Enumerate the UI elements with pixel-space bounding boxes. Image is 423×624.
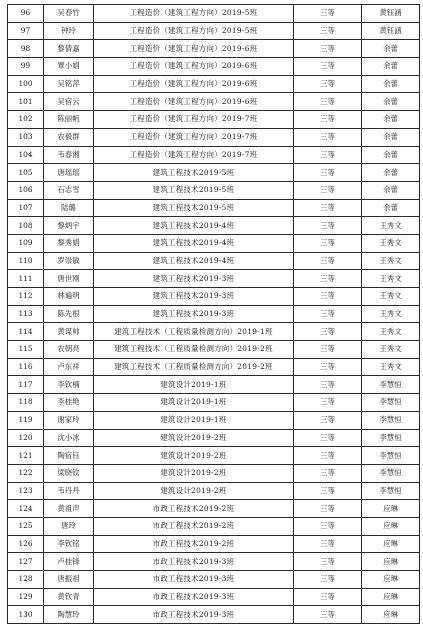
table-row <box>8 376 420 394</box>
row-number-cell: 125 <box>8 517 44 535</box>
table-row <box>8 199 420 217</box>
table-row <box>8 270 420 288</box>
row-number-cell: 123 <box>8 482 44 500</box>
row-number-cell: 105 <box>8 164 44 182</box>
tutor-name-cell: 王秀文 <box>362 305 420 323</box>
class-name-cell: 市政工程技术2019-3班 <box>94 588 294 606</box>
row-number-cell: 101 <box>8 93 44 111</box>
tutor-name-cell: 应琳 <box>362 553 420 571</box>
class-name-cell: 工程造价（建筑工程方向）2019-6班 <box>94 75 294 93</box>
student-name-cell: 陈丽帆 <box>44 111 94 129</box>
row-number-cell: 124 <box>8 500 44 518</box>
tutor-name-cell: 余蕾 <box>362 146 420 164</box>
tutor-name-cell: 李慧恒 <box>362 394 420 412</box>
tutor-name-cell: 余蕾 <box>362 75 420 93</box>
row-number-cell: 107 <box>8 199 44 217</box>
table-row <box>8 358 420 376</box>
row-number-cell: 109 <box>8 234 44 252</box>
tutor-name-cell: 李慧恒 <box>362 411 420 429</box>
class-name-cell: 建筑设计2019-1班 <box>94 411 294 429</box>
student-name-cell: 陶宿钰 <box>44 447 94 465</box>
table-row <box>8 288 420 306</box>
class-name-cell: 建筑设计2019-2班 <box>94 447 294 465</box>
table-row <box>8 571 420 589</box>
student-name-cell: 石志雪 <box>44 181 94 199</box>
table-row <box>8 5 420 23</box>
class-name-cell: 建筑工程技术2019-3班 <box>94 270 294 288</box>
class-name-cell: 建筑工程技术2019-4班 <box>94 234 294 252</box>
tutor-name-cell: 黄钰涵 <box>362 22 420 40</box>
class-name-cell: 建筑设计2019-1班 <box>94 394 294 412</box>
tutor-name-cell: 王秀文 <box>362 217 420 235</box>
award-level-cell: 三等 <box>294 394 362 412</box>
row-number-cell: 122 <box>8 464 44 482</box>
class-name-cell: 建筑设计2019-2班 <box>94 464 294 482</box>
student-name-cell: 黎秀娟 <box>44 234 94 252</box>
class-name-cell: 市政工程技术2019-3班 <box>94 553 294 571</box>
table-row <box>8 588 420 606</box>
tutor-name-cell: 李慧恒 <box>362 464 420 482</box>
award-level-cell: 三等 <box>294 58 362 76</box>
award-level-cell: 三等 <box>294 111 362 129</box>
table-row <box>8 164 420 182</box>
row-number-cell: 126 <box>8 535 44 553</box>
student-name-cell: 农朝亮 <box>44 341 94 359</box>
tutor-name-cell: 余蕾 <box>362 93 420 111</box>
student-name-cell: 罗崇敏 <box>44 252 94 270</box>
student-name-cell: 覃小娟 <box>44 58 94 76</box>
table-row <box>8 447 420 465</box>
table-row <box>8 305 420 323</box>
table-row <box>8 323 420 341</box>
table-row <box>8 93 420 111</box>
student-name-cell: 钟玲 <box>44 22 94 40</box>
table-row <box>8 111 420 129</box>
award-level-cell: 三等 <box>294 341 362 359</box>
tutor-name-cell: 王秀文 <box>362 288 420 306</box>
table-row <box>8 341 420 359</box>
table-row <box>8 217 420 235</box>
table-row <box>8 181 420 199</box>
class-name-cell: 建筑工程技术2019-5班 <box>94 164 294 182</box>
student-name-cell: 卢桂锋 <box>44 553 94 571</box>
tutor-name-cell: 余蕾 <box>362 181 420 199</box>
row-number-cell: 121 <box>8 447 44 465</box>
award-level-cell: 三等 <box>294 146 362 164</box>
student-name-cell: 梁晓钦 <box>44 464 94 482</box>
class-name-cell: 工程造价（建筑工程方向）2019-5班 <box>94 22 294 40</box>
student-name-cell: 陈先根 <box>44 305 94 323</box>
tutor-name-cell: 王秀文 <box>362 252 420 270</box>
student-name-cell: 陆璐 <box>44 199 94 217</box>
award-level-cell: 三等 <box>294 588 362 606</box>
student-name-cell: 韦春湘 <box>44 146 94 164</box>
table-row <box>8 429 420 447</box>
table-row <box>8 517 420 535</box>
row-number-cell: 102 <box>8 111 44 129</box>
tutor-name-cell: 余蕾 <box>362 128 420 146</box>
tutor-name-cell: 王秀文 <box>362 323 420 341</box>
row-number-cell: 103 <box>8 128 44 146</box>
award-level-cell: 三等 <box>294 40 362 58</box>
student-name-cell: 唐振祖 <box>44 571 94 589</box>
row-number-cell: 127 <box>8 553 44 571</box>
student-name-cell: 吴宿云 <box>44 93 94 111</box>
student-name-cell: 卢东祥 <box>44 358 94 376</box>
award-level-cell: 三等 <box>294 75 362 93</box>
row-number-cell: 113 <box>8 305 44 323</box>
award-level-cell: 三等 <box>294 270 362 288</box>
class-name-cell: 建筑工程技术2019-3班 <box>94 305 294 323</box>
tutor-name-cell: 王秀文 <box>362 270 420 288</box>
award-level-cell: 三等 <box>294 199 362 217</box>
tutor-name-cell: 余蕾 <box>362 111 420 129</box>
award-level-cell: 三等 <box>294 358 362 376</box>
class-name-cell: 建筑工程技术2019-5班 <box>94 181 294 199</box>
award-table-body <box>8 5 420 624</box>
class-name-cell: 建筑工程技术2019-3班 <box>94 288 294 306</box>
award-level-cell: 三等 <box>294 323 362 341</box>
student-name-cell: 农毅群 <box>44 128 94 146</box>
award-table <box>7 4 420 624</box>
class-name-cell: 市政工程技术2019-3班 <box>94 571 294 589</box>
student-name-cell: 韦丹丹 <box>44 482 94 500</box>
tutor-name-cell: 应琳 <box>362 606 420 624</box>
table-row <box>8 411 420 429</box>
table-row <box>8 75 420 93</box>
table-row <box>8 58 420 76</box>
class-name-cell: 建筑设计2019-2班 <box>94 429 294 447</box>
tutor-name-cell: 余蕾 <box>362 199 420 217</box>
class-name-cell: 工程造价（建筑工程方向）2019-6班 <box>94 93 294 111</box>
table-row <box>8 500 420 518</box>
row-number-cell: 98 <box>8 40 44 58</box>
row-number-cell: 120 <box>8 429 44 447</box>
row-number-cell: 129 <box>8 588 44 606</box>
row-number-cell: 118 <box>8 394 44 412</box>
class-name-cell: 工程造价（建筑工程方向）2019-7班 <box>94 146 294 164</box>
row-number-cell: 112 <box>8 288 44 306</box>
award-level-cell: 三等 <box>294 571 362 589</box>
class-name-cell: 工程造价（建筑工程方向）2019-6班 <box>94 58 294 76</box>
award-level-cell: 三等 <box>294 429 362 447</box>
student-name-cell: 谢家玲 <box>44 411 94 429</box>
tutor-name-cell: 余蕾 <box>362 40 420 58</box>
class-name-cell: 建筑设计2019-2班 <box>94 482 294 500</box>
row-number-cell: 108 <box>8 217 44 235</box>
class-name-cell: 建筑工程技术2019-4班 <box>94 252 294 270</box>
student-name-cell: 吴铭萍 <box>44 75 94 93</box>
award-level-cell: 三等 <box>294 517 362 535</box>
class-name-cell: 工程造价（建筑工程方向）2019-6班 <box>94 40 294 58</box>
tutor-name-cell: 李慧恒 <box>362 447 420 465</box>
row-number-cell: 116 <box>8 358 44 376</box>
tutor-name-cell: 王秀文 <box>362 234 420 252</box>
class-name-cell: 市政工程技术2019-2班 <box>94 517 294 535</box>
award-level-cell: 三等 <box>294 5 362 23</box>
class-name-cell: 建筑设计2019-1班 <box>94 376 294 394</box>
award-level-cell: 三等 <box>294 376 362 394</box>
class-name-cell: 市政工程技术2019-2班 <box>94 535 294 553</box>
table-row <box>8 464 420 482</box>
row-number-cell: 128 <box>8 571 44 589</box>
table-row <box>8 40 420 58</box>
row-number-cell: 96 <box>8 5 44 23</box>
class-name-cell: 工程造价（建筑工程方向）2019-7班 <box>94 111 294 129</box>
student-name-cell: 黄钦青 <box>44 588 94 606</box>
award-level-cell: 三等 <box>294 128 362 146</box>
table-row <box>8 146 420 164</box>
tutor-name-cell: 应琳 <box>362 517 420 535</box>
award-level-cell: 三等 <box>294 447 362 465</box>
tutor-name-cell: 应琳 <box>362 500 420 518</box>
tutor-name-cell: 李慧恒 <box>362 376 420 394</box>
award-level-cell: 三等 <box>294 305 362 323</box>
award-level-cell: 三等 <box>294 234 362 252</box>
award-level-cell: 三等 <box>294 464 362 482</box>
tutor-name-cell: 应琳 <box>362 588 420 606</box>
row-number-cell: 130 <box>8 606 44 624</box>
row-number-cell: 110 <box>8 252 44 270</box>
award-level-cell: 三等 <box>294 553 362 571</box>
award-level-cell: 三等 <box>294 93 362 111</box>
table-row <box>8 606 420 624</box>
tutor-name-cell: 余蕾 <box>362 58 420 76</box>
table-row <box>8 394 420 412</box>
table-row <box>8 482 420 500</box>
class-name-cell: 建筑工程技术（工程质量检测方向）2019-2班 <box>94 358 294 376</box>
award-level-cell: 三等 <box>294 411 362 429</box>
award-level-cell: 三等 <box>294 164 362 182</box>
row-number-cell: 106 <box>8 181 44 199</box>
table-row <box>8 22 420 40</box>
award-level-cell: 三等 <box>294 606 362 624</box>
student-name-cell: 唐瑶瑶 <box>44 164 94 182</box>
tutor-name-cell: 应琳 <box>362 571 420 589</box>
class-name-cell: 建筑工程技术2019-4班 <box>94 217 294 235</box>
class-name-cell: 工程造价（建筑工程方向）2019-5班 <box>94 5 294 23</box>
award-level-cell: 三等 <box>294 500 362 518</box>
student-name-cell: 林遍明 <box>44 288 94 306</box>
table-row <box>8 535 420 553</box>
student-name-cell: 吴春竹 <box>44 5 94 23</box>
student-name-cell: 黎炳宇 <box>44 217 94 235</box>
row-number-cell: 117 <box>8 376 44 394</box>
row-number-cell: 104 <box>8 146 44 164</box>
award-list-page <box>0 4 423 624</box>
row-number-cell: 97 <box>8 22 44 40</box>
row-number-cell: 119 <box>8 411 44 429</box>
tutor-name-cell: 黄钰涵 <box>362 5 420 23</box>
tutor-name-cell: 应琳 <box>362 535 420 553</box>
class-name-cell: 建筑工程技术（工程质量检测方向）2019-2班 <box>94 341 294 359</box>
tutor-name-cell: 李慧恒 <box>362 482 420 500</box>
student-name-cell: 李钦铭 <box>44 535 94 553</box>
class-name-cell: 市政工程技术2019-2班 <box>94 500 294 518</box>
row-number-cell: 115 <box>8 341 44 359</box>
award-level-cell: 三等 <box>294 217 362 235</box>
tutor-name-cell: 李慧恒 <box>362 429 420 447</box>
table-row <box>8 234 420 252</box>
row-number-cell: 100 <box>8 75 44 93</box>
row-number-cell: 111 <box>8 270 44 288</box>
table-row <box>8 252 420 270</box>
award-level-cell: 三等 <box>294 288 362 306</box>
student-name-cell: 黎倩嘉 <box>44 40 94 58</box>
student-name-cell: 陶慧玲 <box>44 606 94 624</box>
award-level-cell: 三等 <box>294 252 362 270</box>
row-number-cell: 114 <box>8 323 44 341</box>
award-level-cell: 三等 <box>294 22 362 40</box>
student-name-cell: 黄祖声 <box>44 500 94 518</box>
class-name-cell: 建筑工程技术2019-5班 <box>94 199 294 217</box>
student-name-cell: 唐世刚 <box>44 270 94 288</box>
student-name-cell: 唐玲 <box>44 517 94 535</box>
student-name-cell: 黄谋帅 <box>44 323 94 341</box>
student-name-cell: 李桂艳 <box>44 394 94 412</box>
tutor-name-cell: 王秀文 <box>362 341 420 359</box>
award-level-cell: 三等 <box>294 482 362 500</box>
student-name-cell: 李钦楠 <box>44 376 94 394</box>
tutor-name-cell: 余蕾 <box>362 164 420 182</box>
class-name-cell: 工程造价（建筑工程方向）2019-7班 <box>94 128 294 146</box>
award-level-cell: 三等 <box>294 181 362 199</box>
table-row <box>8 553 420 571</box>
tutor-name-cell: 王秀文 <box>362 358 420 376</box>
row-number-cell: 99 <box>8 58 44 76</box>
class-name-cell: 市政工程技术2019-3班 <box>94 606 294 624</box>
class-name-cell: 建筑工程技术（工程质量检测方向）2019-1班 <box>94 323 294 341</box>
table-row <box>8 128 420 146</box>
student-name-cell: 沈小冰 <box>44 429 94 447</box>
award-level-cell: 三等 <box>294 535 362 553</box>
